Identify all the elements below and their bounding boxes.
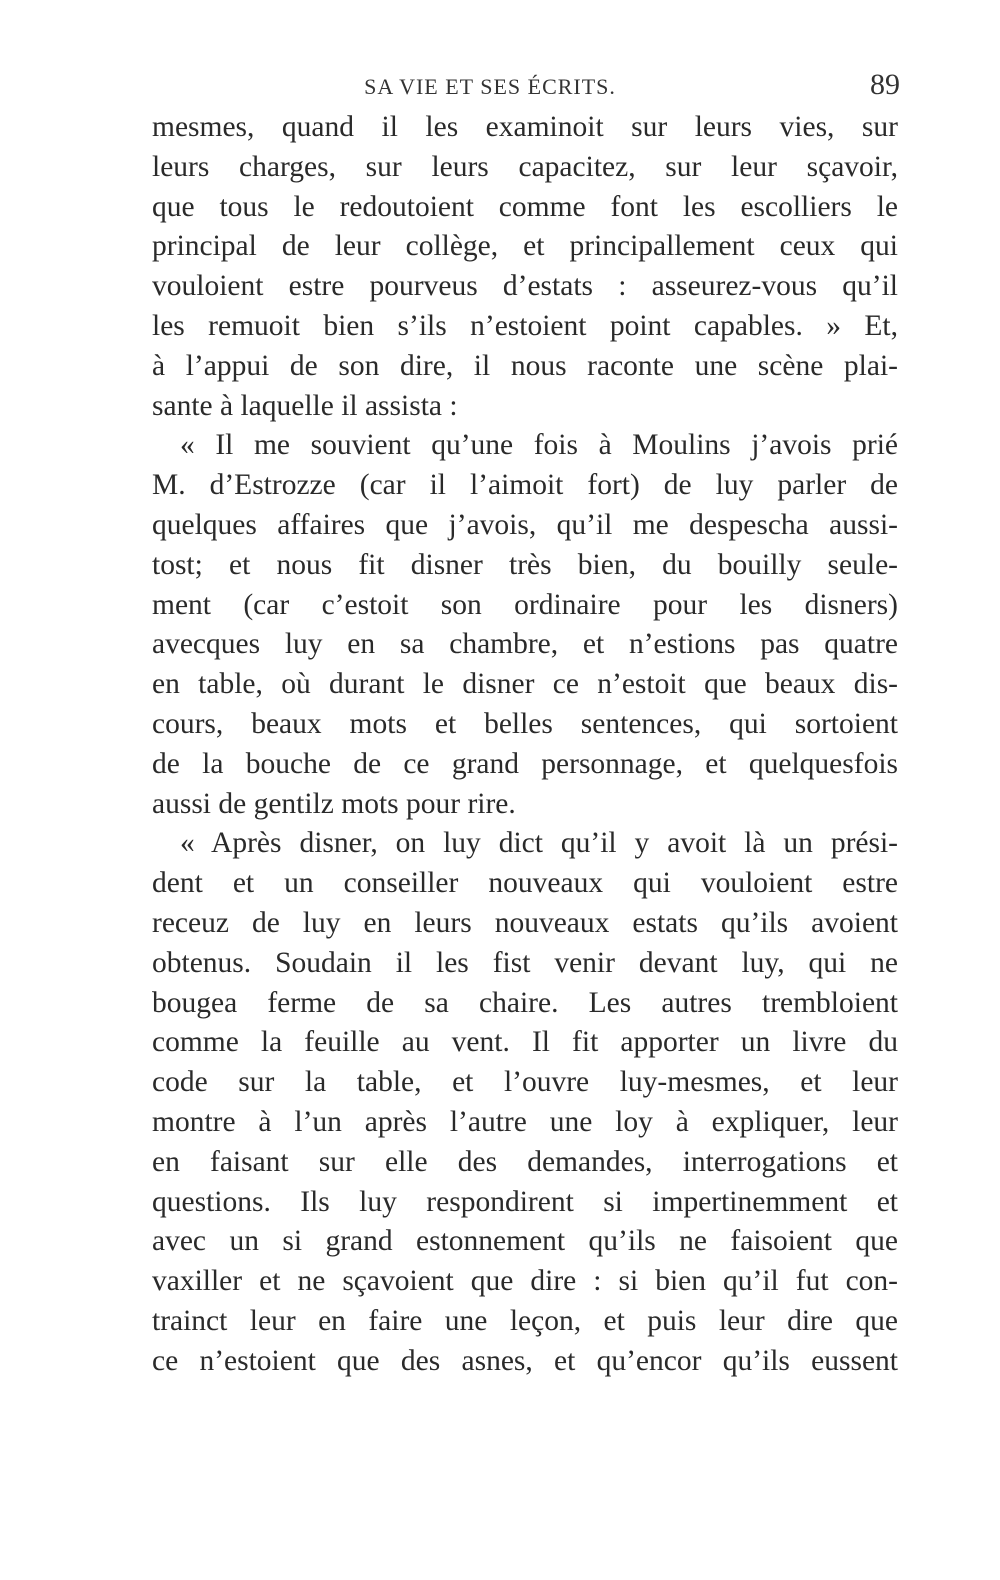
text-line: à l’appui de son dire, il nous raconte une scène plai-: [152, 349, 898, 382]
text-line: bougea ferme de sa chaire. Les autres trembloient: [152, 986, 898, 1019]
text-line: receuz de luy en leurs nouveaux estats qu’ils avoient: [152, 906, 898, 939]
text-line: les remuoit bien s’ils n’estoient point capables. » Et,: [152, 309, 898, 342]
text-line: que tous le redoutoient comme font les escolliers le: [152, 190, 898, 223]
text-line: M. d’Estrozze (car il l’aimoit fort) de luy parler de: [152, 469, 898, 502]
running-head: [150, 68, 900, 108]
running-title: SA VIE ET SES ÉCRITS.: [364, 74, 616, 99]
text-line: code sur la table, et l’ouvre luy-mesmes, et leur: [152, 1066, 898, 1099]
text-line: principal de leur collège, et principallement ceux qui: [152, 230, 898, 263]
text-line: ment (car c’estoit son ordinaire pour les disners): [152, 588, 898, 621]
text-line: questions. Ils luy respondirent si impertinemment et: [152, 1185, 898, 1218]
text-line: avec un si grand estonnement qu’ils ne faisoient que: [152, 1225, 898, 1258]
text-line: de la bouche de ce grand personnage, et quelquesfois: [152, 747, 898, 780]
text-line: sante à laquelle il assista :: [152, 389, 458, 422]
page-number: 89: [870, 68, 900, 101]
text-line: « Après disner, on luy dict qu’il y avoit là un prési-: [180, 827, 898, 860]
text-line: « Il me souvient qu’une fois à Moulins j’avois prié: [180, 429, 898, 462]
text-line: en table, où durant le disner ce n’estoit que beaux dis-: [152, 668, 898, 701]
text-line: ce n’estoient que des asnes, et qu’encor qu’ils eussent: [152, 1344, 898, 1377]
text-line: trainct leur en faire une leçon, et puis leur dire que: [152, 1304, 898, 1337]
text-line: quelques affaires que j’avois, qu’il me despescha aussi-: [152, 508, 898, 541]
text-line: cours, beaux mots et belles sentences, qui sortoient: [152, 707, 898, 740]
text-line: vouloient estre pourveus d’estats : asseurez-vous qu’il: [152, 270, 898, 303]
text-line: vaxiller et ne sçavoient que dire : si bien qu’il fut con-: [152, 1265, 898, 1298]
text-line: aussi de gentilz mots pour rire.: [152, 787, 516, 820]
text-line: en faisant sur elle des demandes, interrogations et: [152, 1145, 898, 1178]
text-line: montre à l’un après l’autre une loy à expliquer, leur: [152, 1105, 898, 1138]
text-line: mesmes, quand il les examinoit sur leurs vies, sur: [152, 111, 898, 143]
text-line: comme la feuille au vent. Il fit apporter un livre du: [152, 1026, 898, 1059]
text-line: tost; et nous fit disner très bien, du bouilly seule-: [152, 548, 898, 581]
text-line: dent et un conseiller nouveaux qui vouloient estre: [152, 867, 898, 900]
text-line: avecques luy en sa chambre, et n’estions pas quatre: [152, 628, 898, 661]
body-text: [152, 108, 898, 1382]
text-line: obtenus. Soudain il les fist venir devant luy, qui ne: [152, 946, 898, 979]
text-line: leurs charges, sur leurs capacitez, sur leur sçavoir,: [152, 150, 898, 183]
